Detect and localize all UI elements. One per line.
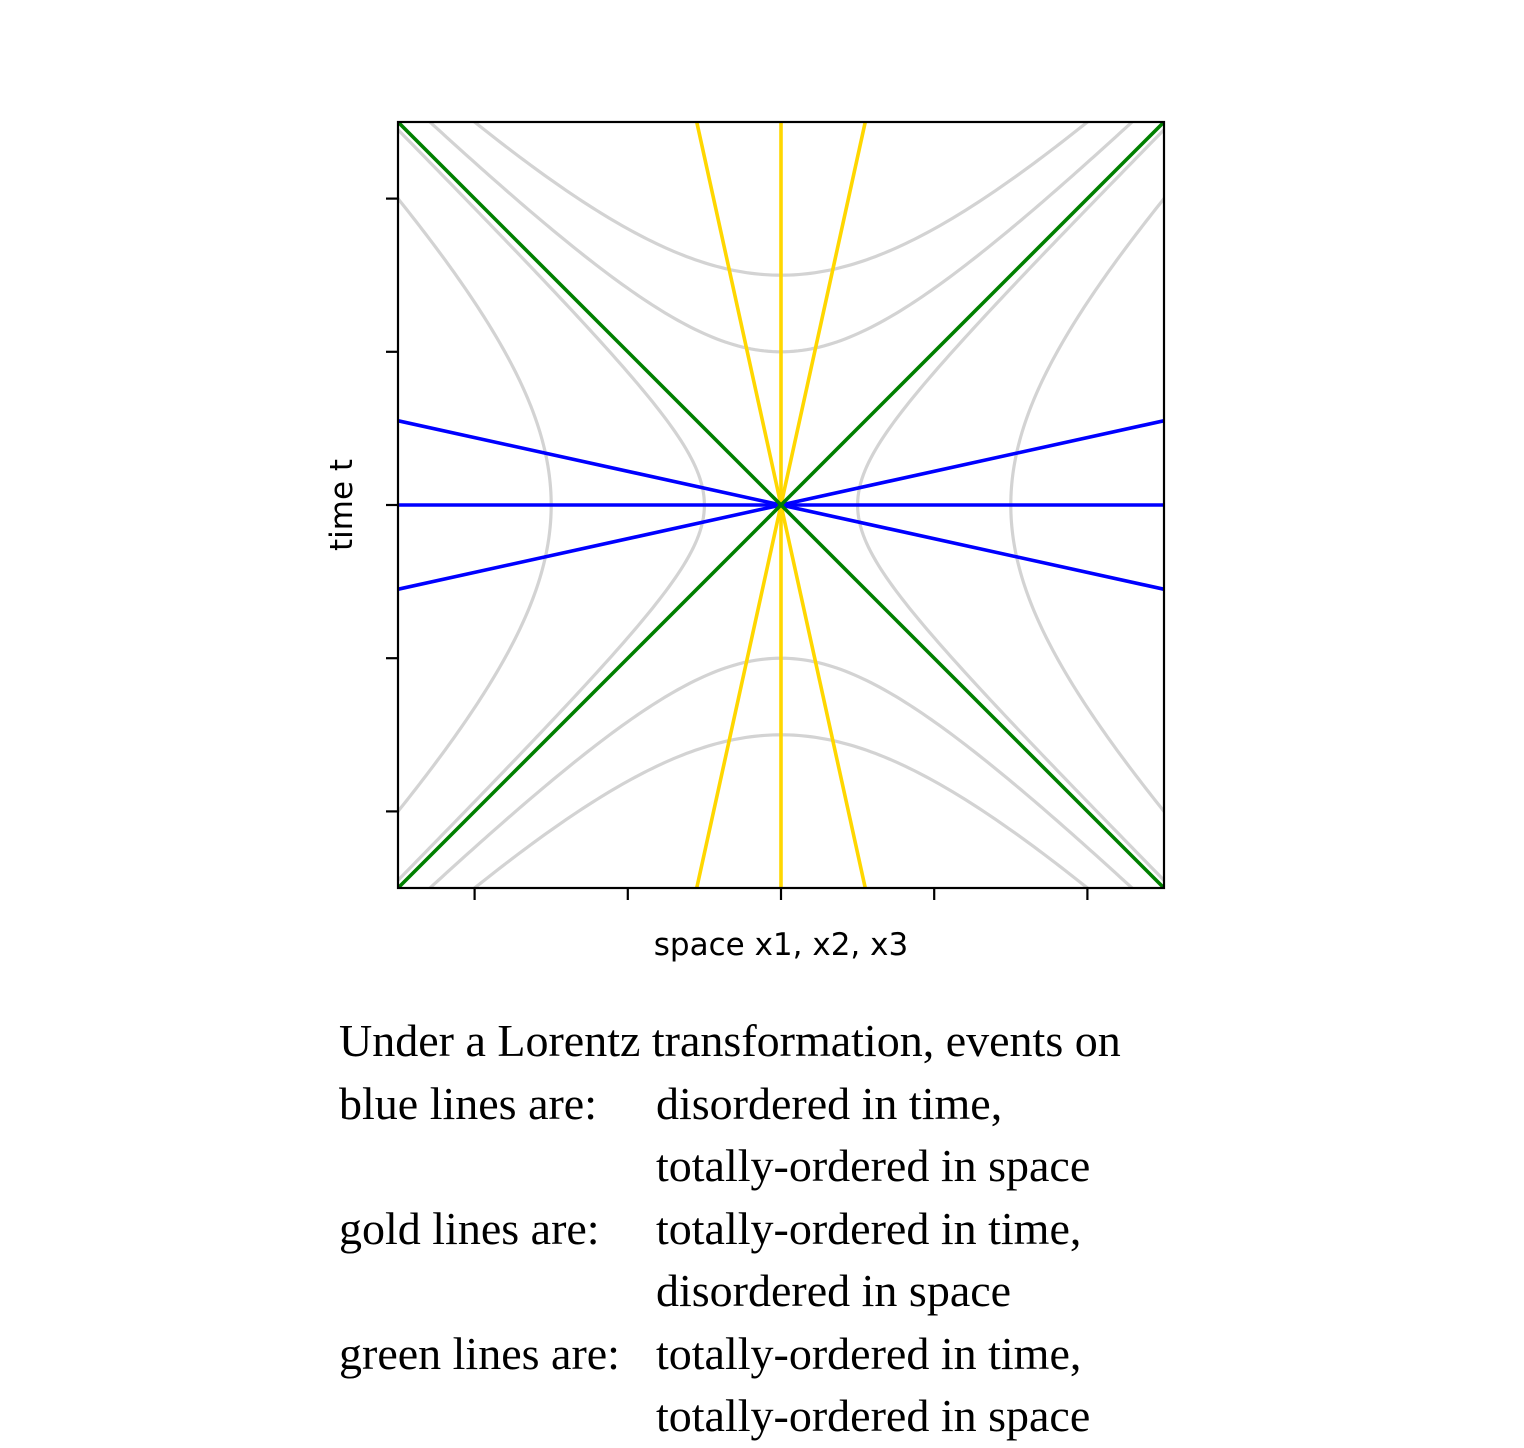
caption-key: gold lines are: — [339, 1202, 600, 1254]
caption-row-blue-cont — [339, 1135, 1121, 1198]
caption-intro — [339, 1010, 1121, 1073]
caption-intro-text: Under a Lorentz transformation, events on — [339, 1015, 1121, 1066]
caption-key — [339, 1135, 656, 1198]
caption-row-blue — [339, 1073, 1121, 1136]
caption-row-green — [339, 1323, 1121, 1386]
caption-key: green lines are: — [339, 1327, 620, 1379]
caption-value: totally-ordered in time, — [656, 1327, 1082, 1379]
caption-row-green-cont — [339, 1385, 1121, 1448]
x-axis-label: space x1, x2, x3 — [653, 927, 909, 963]
caption-value: totally-ordered in space — [656, 1390, 1091, 1441]
caption-key — [339, 1385, 656, 1448]
worldlines — [321, 45, 1240, 964]
y-axis-label: time t — [324, 458, 360, 552]
caption-value: totally-ordered in space — [656, 1140, 1091, 1191]
caption — [339, 1010, 1121, 1448]
caption-row-gold — [339, 1198, 1121, 1261]
caption-key: blue lines are: — [339, 1077, 598, 1129]
caption-key — [339, 1260, 656, 1323]
caption-row-gold-cont — [339, 1260, 1121, 1323]
caption-value: disordered in space — [656, 1265, 1012, 1316]
caption-value: disordered in time, — [656, 1077, 1003, 1129]
caption-value: totally-ordered in time, — [656, 1202, 1082, 1254]
